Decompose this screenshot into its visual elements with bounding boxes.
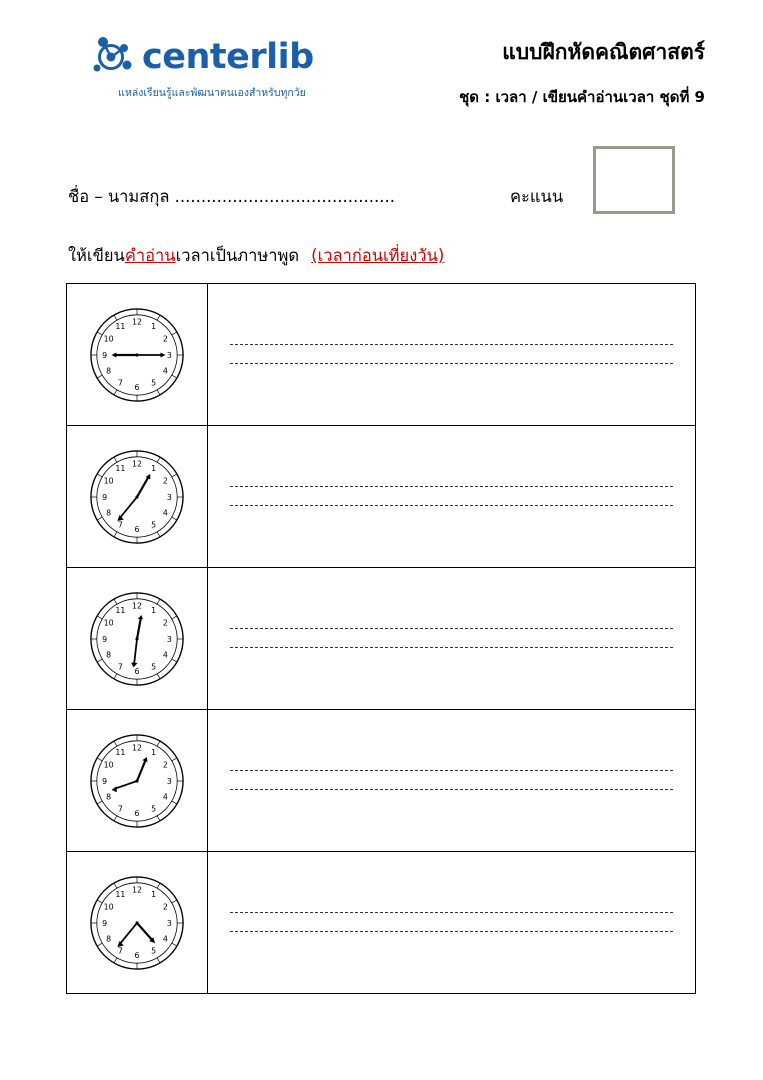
svg-text:1: 1 [151, 321, 157, 331]
svg-text:9: 9 [102, 918, 108, 928]
table-row [67, 710, 695, 852]
svg-text:2: 2 [162, 901, 168, 911]
clock-face-3 [88, 590, 186, 688]
instruction-prefix: ให้เขียน [68, 246, 125, 265]
svg-text:8: 8 [106, 366, 112, 376]
svg-text:12: 12 [132, 743, 142, 753]
svg-text:6: 6 [134, 524, 140, 534]
table-row [67, 284, 695, 426]
clock-cell [67, 852, 208, 993]
score-box[interactable] [593, 146, 675, 214]
svg-text:8: 8 [106, 650, 112, 660]
svg-text:7: 7 [117, 519, 123, 529]
clock-face-5 [88, 874, 186, 972]
brand-name: centerlib [142, 36, 314, 77]
svg-text:12: 12 [132, 601, 142, 611]
clock-face-4 [88, 732, 186, 830]
svg-text:4: 4 [162, 792, 168, 802]
svg-text:9: 9 [102, 776, 108, 786]
answer-line[interactable] [230, 344, 673, 346]
clock-face-1 [88, 306, 186, 404]
svg-text:5: 5 [151, 803, 157, 813]
svg-text:11: 11 [115, 605, 126, 615]
svg-text:7: 7 [117, 661, 123, 671]
answer-cell[interactable] [208, 852, 695, 993]
svg-text:4: 4 [162, 934, 168, 944]
svg-text:5: 5 [151, 945, 157, 955]
svg-text:10: 10 [103, 617, 114, 627]
svg-text:1: 1 [151, 463, 157, 473]
answer-line[interactable] [230, 912, 673, 914]
svg-text:7: 7 [117, 803, 123, 813]
svg-text:6: 6 [134, 382, 140, 392]
title-block [345, 40, 705, 109]
svg-text:10: 10 [103, 901, 114, 911]
svg-text:9: 9 [102, 634, 108, 644]
answer-line[interactable] [230, 628, 673, 630]
instruction-note: (เวลาก่อนเที่ยงวัน) [311, 246, 445, 265]
answer-line[interactable] [230, 486, 673, 488]
answer-cell[interactable] [208, 710, 695, 851]
svg-text:3: 3 [166, 918, 172, 928]
clock-cell [67, 426, 208, 567]
worksheet-table [66, 283, 696, 994]
answer-cell[interactable] [208, 284, 695, 425]
answer-line[interactable] [230, 647, 673, 649]
svg-text:4: 4 [162, 366, 168, 376]
brand-logo [88, 34, 343, 101]
svg-text:7: 7 [117, 945, 123, 955]
svg-text:6: 6 [134, 950, 140, 960]
answer-line[interactable] [230, 931, 673, 933]
answer-line[interactable] [230, 363, 673, 365]
svg-text:7: 7 [117, 377, 123, 387]
page-subtitle: ชุด : เวลา / เขียนคำอ่านเวลา ชุดที่ 9 [459, 88, 705, 107]
svg-text:5: 5 [151, 661, 157, 671]
svg-text:11: 11 [115, 747, 126, 757]
table-row [67, 852, 695, 994]
svg-text:11: 11 [115, 321, 126, 331]
table-row [67, 426, 695, 568]
score-label: คะแนน [510, 187, 564, 206]
page-header [0, 0, 763, 135]
svg-text:9: 9 [102, 492, 108, 502]
svg-text:12: 12 [132, 317, 142, 327]
svg-text:3: 3 [166, 350, 172, 360]
svg-text:8: 8 [106, 934, 112, 944]
svg-text:2: 2 [162, 617, 168, 627]
svg-text:11: 11 [115, 463, 126, 473]
svg-text:1: 1 [151, 889, 157, 899]
svg-text:1: 1 [151, 747, 157, 757]
svg-text:9: 9 [102, 350, 108, 360]
name-row [68, 180, 698, 214]
svg-text:5: 5 [151, 377, 157, 387]
svg-text:1: 1 [151, 605, 157, 615]
brand-tagline: แหล่งเรียนรู้และพัฒนาตนเองสำหรับทุกวัย [118, 87, 306, 99]
answer-line[interactable] [230, 789, 673, 791]
svg-text:10: 10 [103, 333, 114, 343]
svg-text:2: 2 [162, 333, 168, 343]
page-title: แบบฝึกหัดคณิตศาสตร์ [502, 40, 705, 64]
svg-text:8: 8 [106, 792, 112, 802]
svg-text:3: 3 [166, 776, 172, 786]
answer-cell[interactable] [208, 568, 695, 709]
svg-text:10: 10 [103, 475, 114, 485]
answer-line[interactable] [230, 770, 673, 772]
svg-text:12: 12 [132, 459, 142, 469]
answer-line[interactable] [230, 505, 673, 507]
svg-text:12: 12 [132, 885, 142, 895]
instruction-middle: เวลาเป็นภาษาพูด [175, 246, 300, 265]
svg-text:2: 2 [162, 475, 168, 485]
svg-text:4: 4 [162, 650, 168, 660]
svg-text:6: 6 [134, 808, 140, 818]
svg-text:8: 8 [106, 508, 112, 518]
instruction-highlight: คำอ่าน [124, 246, 176, 265]
name-field-label: ชื่อ – นามสกุล .......................................... [68, 187, 395, 206]
clock-cell [67, 568, 208, 709]
svg-text:11: 11 [115, 889, 126, 899]
molecule-icon [88, 34, 134, 80]
svg-text:3: 3 [166, 492, 172, 502]
svg-text:6: 6 [134, 666, 140, 676]
table-row [67, 568, 695, 710]
clock-cell [67, 284, 208, 425]
clock-cell [67, 710, 208, 851]
svg-text:2: 2 [162, 759, 168, 769]
svg-text:4: 4 [162, 508, 168, 518]
svg-text:3: 3 [166, 634, 172, 644]
clock-face-2 [88, 448, 186, 546]
answer-cell[interactable] [208, 426, 695, 567]
instruction-text [68, 243, 444, 269]
svg-text:10: 10 [103, 759, 114, 769]
svg-text:5: 5 [151, 519, 157, 529]
